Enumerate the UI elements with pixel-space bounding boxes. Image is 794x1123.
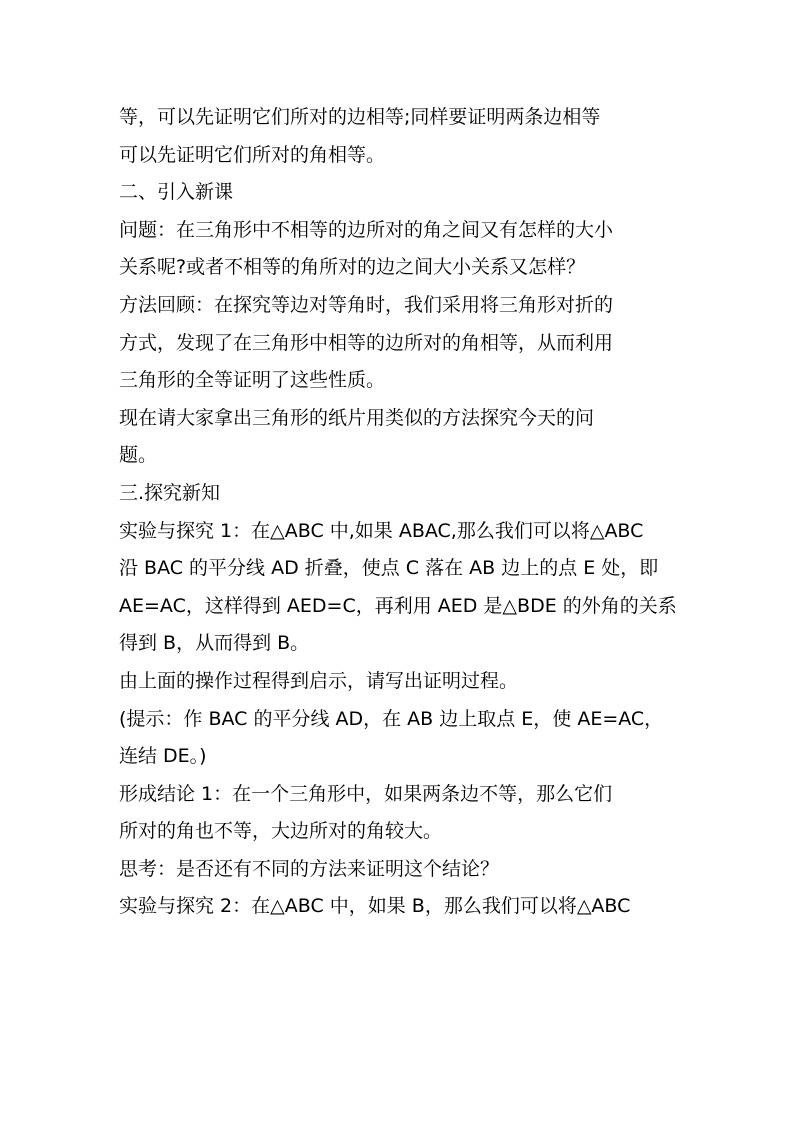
section-heading: 三.探究新知 [119,481,221,504]
text-line: 现在请大家拿出三角形的纸片用类似的方法探究今天的问 [119,406,595,429]
text-line: 沿 BAC 的平分线 AD 折叠，使点 C 落在 AB 边上的点 E 处，即 [119,557,659,580]
text-line: 思考：是否还有不同的方法来证明这个结论？ [119,857,500,880]
text-line: 等，可以先证明它们所对的边相等;同样要证明两条边相等 [119,106,601,128]
text-line: 题。 [119,444,158,467]
text-line: 实验与探究 1：在△ABC 中,如果 ABAC,那么我们可以将△ABC [119,519,644,542]
text-line: 得到 B，从而得到 B。 [119,632,310,655]
text-line: 可以先证明它们所对的角相等。 [119,143,386,166]
text-line: 连结 DE。) [119,745,207,768]
text-line: 由上面的操作过程得到启示，请写出证明过程。 [119,669,519,692]
text-line: 方式，发现了在三角形中相等的边所对的角相等，从而利用 [119,331,614,354]
text-line: AE=AC，这样得到 AED=C，再利用 AED 是△BDE 的外角的关系 [119,594,677,617]
text-line: 三角形的全等证明了这些性质。 [119,369,386,392]
text-line: 形成结论 1：在一个三角形中，如果两条边不等，那么它们 [119,782,613,805]
text-line: (提示：作 BAC 的平分线 AD，在 AB 边上取点 E，使 AE=AC， [119,707,664,730]
text-line: 问题：在三角形中不相等的边所对的角之间又有怎样的大小 [119,218,614,241]
text-line: 实验与探究 2：在△ABC 中，如果 B，那么我们可以将△ABC [119,895,631,918]
text-line: 方法回顾：在探究等边对等角时，我们采用将三角形对折的 [119,293,614,316]
document-body [119,99,679,926]
text-line: 关系呢?或者不相等的角所对的边之间大小关系又怎样？ [119,256,586,279]
section-heading: 二、引入新课 [119,181,234,204]
text-line: 所对的角也不等，大边所对的角较大。 [119,820,443,843]
